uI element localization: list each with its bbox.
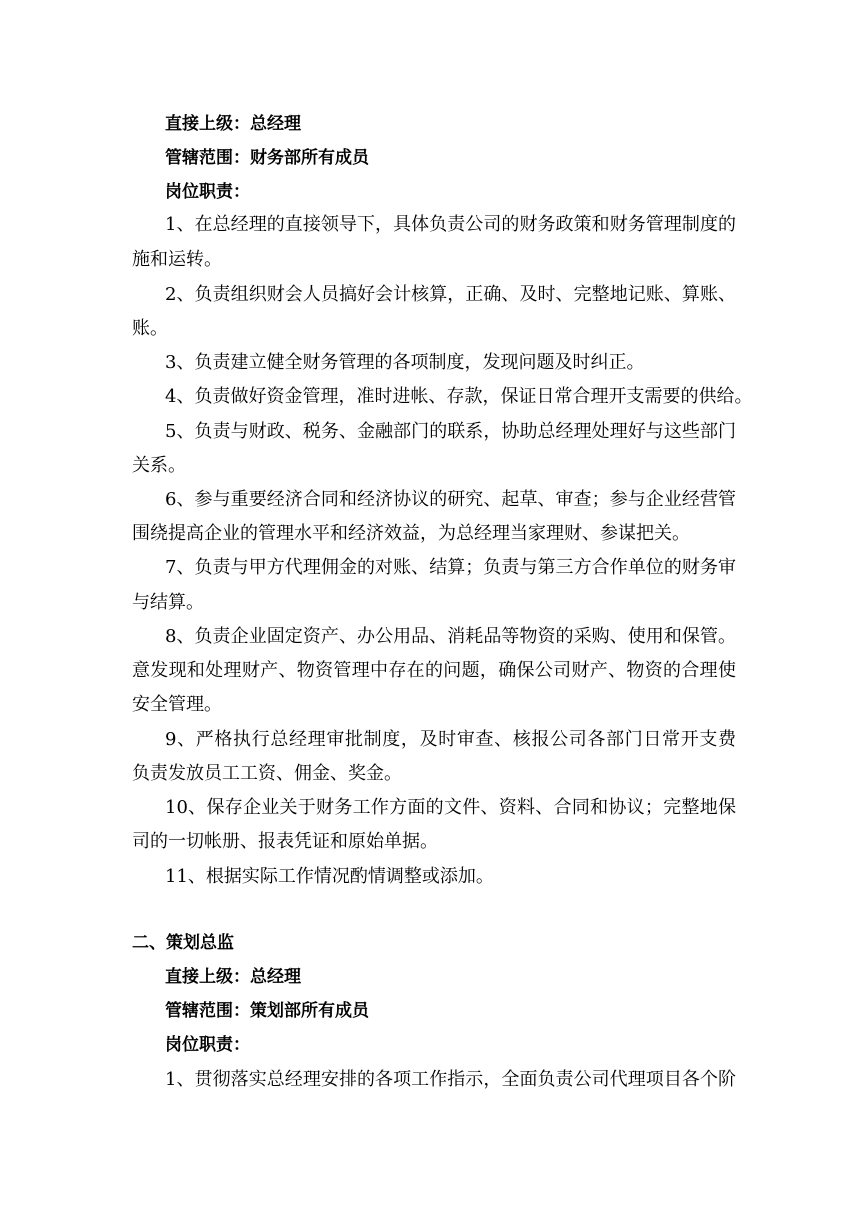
duty-item-1-line-2: 施和运转。 <box>132 249 222 270</box>
duty-item-7-line-1: 7、负责与甲方代理佣金的对账、结算；负责与第三方合作单位的财务审 <box>165 557 736 578</box>
duties-heading: 岗位职责： <box>165 1035 250 1055</box>
duty-item-6-line-1: 6、参与重要经济合同和经济协议的研究、起草、审查；参与企业经营管 <box>165 489 736 510</box>
duties-heading: 岗位职责： <box>165 182 250 202</box>
duty-item-2-line-1: 2、负责组织财会人员搞好会计核算，正确、及时、完整地记账、算账、 <box>165 284 736 305</box>
duty-item-5-line-2: 关系。 <box>132 455 186 476</box>
duty-item-7-line-2: 与结算。 <box>132 592 204 613</box>
duty-item-9-line-1: 9、严格执行总经理审批制度，及时审查、核报公司各部门日常开支费 <box>165 729 736 750</box>
supervisor-line: 直接上级：总经理 <box>165 114 301 134</box>
duty-item-8-line-2: 意发现和处理财产、物资管理中存在的问题，确保公司财产、物资的合理使 <box>132 660 736 681</box>
duty-item-3-line-1: 3、负责建立健全财务管理的各项制度，发现问题及时纠正。 <box>165 352 645 373</box>
duty-item-1-line-1: 1、贯彻落实总经理安排的各项工作指示，全面负责公司代理项目各个阶 <box>165 1069 736 1090</box>
duty-item-4-line-1: 4、负责做好资金管理，准时进帐、存款，保证日常合理开支需要的供给。 <box>165 386 753 407</box>
duty-item-6-line-2: 围绕提高企业的管理水平和经济效益，为总经理当家理财、参谋把关。 <box>132 523 690 544</box>
duty-item-1-line-1: 1、在总经理的直接领导下，具体负责公司的财务政策和财务管理制度的 <box>165 214 736 235</box>
duty-item-5-line-1: 5、负责与财政、税务、金融部门的联系，协助总经理处理好与这些部门 <box>165 421 736 442</box>
duty-item-11-line-1: 11、根据实际工作情况酌情调整或添加。 <box>165 866 494 887</box>
duty-item-2-line-2: 账。 <box>132 318 168 339</box>
duty-item-9-line-2: 负责发放员工工资、佣金、奖金。 <box>132 763 402 784</box>
duty-item-8-line-3: 安全管理。 <box>132 694 222 715</box>
duty-item-10-line-2: 司的一切帐册、报表凭证和原始单据。 <box>132 831 438 852</box>
supervisor-line: 直接上级：总经理 <box>165 967 301 987</box>
duty-item-8-line-1: 8、负责企业固定资产、办公用品、消耗品等物资的采购、使用和保管。 <box>165 626 736 647</box>
scope-line: 管辖范围：策划部所有成员 <box>165 1001 369 1021</box>
section-heading: 二、策划总监 <box>132 933 234 953</box>
duty-item-10-line-1: 10、保存企业关于财务工作方面的文件、资料、合同和协议；完整地保 <box>165 797 736 818</box>
scope-line: 管辖范围：财务部所有成员 <box>165 148 369 168</box>
